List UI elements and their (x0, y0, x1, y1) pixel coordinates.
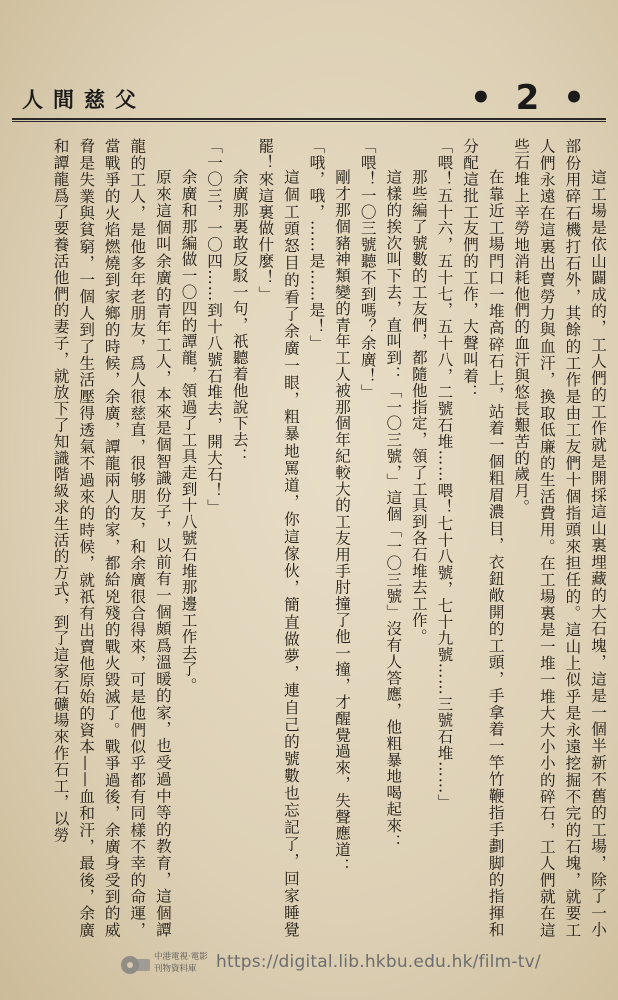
archive-watermark (118, 948, 608, 982)
archive-url[interactable]: https://digital.lib.hkbu.edu.hk/film-tv/ (216, 952, 541, 972)
paragraph: 那些編了號數的工友們，都隨他指定，領了工具到各石堆去工作。 (409, 169, 428, 645)
archive-logo-icon (118, 950, 152, 980)
paragraph: 這個工頭怒目的看了余廣一眼，粗暴地罵道，你這傢伙，簡直做夢，連自己的號數也忘記了，回家睡覺罷！來這裏做什麼！」 (256, 138, 300, 938)
paragraph: 「一〇三，一〇四……到十八號石堆去，開大石！」 (205, 138, 224, 516)
paragraph: 在靠近工場門口一堆高碎石上，站着一個粗眉濃目，衣鈕敞開的工頭，手拿着一竿竹鞭指手劃脚的指揮和分配這批工友們的工作，大聲叫着： (461, 138, 505, 938)
archive-org-name: 中港電視·電影 刊物資料庫 (154, 952, 208, 974)
paragraph: 余廣和那編做一〇四的譚龍，領過了工具走到十八號石堆那邊工作去了。 (179, 169, 198, 694)
paragraph: 原來這個叫余廣的青年工人，本來是個智識份子，以前有一個頗爲溫暖的家，也受過中等的教育，這個譚龍的工人，是他多年老朋友，爲人很慈直，很够朋友，和余廣很合得來，可是他們似乎都有同樣不幸的命運，當戰爭的火焰燃燒到家鄉的時候，余廣，譚龍兩人的家，都給兇殘的戰火毀滅了。戰爭過後，余廣身受到的威脅是失業與貧窮，一個人到了生活壓得透氣不過來的時候，就祇有出賣他原始的資本——血和汗，最後，余廣和譚龍爲了要養活他們的妻子，就放下了知識階級求生活的方式，到了這家石礦場來作石工，以勞 (51, 138, 172, 938)
paragraph: 「喂！五十六，五十七，五十八，二號石堆……喂！七十八號，七十九號……三號石堆……」 (435, 138, 454, 811)
paragraph: 剛才那個豬神類變的青年工人被那個年紀較大的工友用手肘撞了他一撞，才醒覺過來，失聲應道： (333, 169, 352, 875)
paragraph: 這工場是依山闢成的，工人們的工作就是開採這山裏埋藏的大石塊，這是一個半新不舊的工場，除了一小部份用碎石機打石外，其餘的工作是由工友們十個指頭來担任的。這山上似乎是永遠挖掘不完的石塊，就要工人們永遠在這裏出賣勞力與血汗，換取低廉的生活費用。在工場裏是一堆一堆大大小小的碎石，工人們就在這些石堆上辛勞地消耗他們的血汗與悠長艱苦的歲月。 (512, 138, 607, 938)
page-number-value: 2 (515, 78, 546, 118)
paragraph: 「喂！一〇三號聽不到嗎？余廣！」 (358, 138, 377, 401)
header-rule (12, 118, 606, 120)
running-header-title: 人間慈父 (22, 87, 146, 112)
page-number: • 2 • (470, 78, 591, 118)
paragraph: 「哦，哦，……是……是！」 (307, 138, 326, 352)
header-rule-thin (12, 121, 606, 122)
paragraph: 這樣的挨次叫下去，直叫到：「一〇三號，」這個「一〇三號」沒有人答應，他粗暴地喝起來： (384, 169, 403, 851)
body-text-column (14, 138, 610, 938)
paragraph: 余廣那裏敢反駁一句，祇聽着他說下去： (230, 169, 249, 465)
